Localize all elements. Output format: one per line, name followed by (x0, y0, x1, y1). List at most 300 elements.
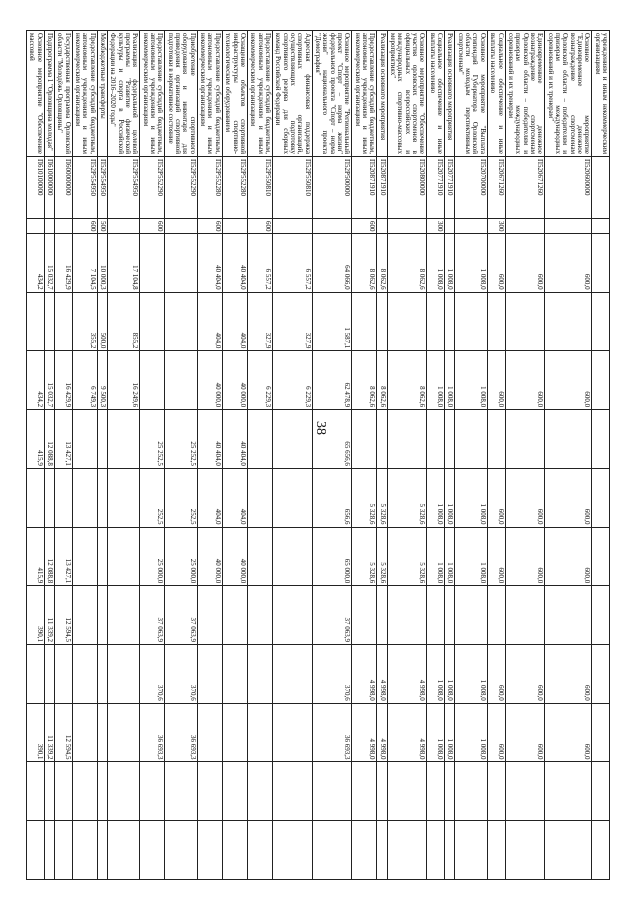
row-value-cell (222, 586, 247, 645)
table-row (387, 31, 427, 880)
table-row (140, 31, 165, 880)
row-value-cell (222, 645, 247, 704)
row-value-cell (505, 292, 545, 351)
row-code-cell (592, 157, 610, 219)
row-value-cell (54, 821, 72, 880)
row-value-cell: 40 000,0 (197, 527, 222, 586)
row-value-cell: 12 088,8 (44, 527, 54, 586)
row-value-cell (545, 292, 592, 351)
row-value-cell (592, 292, 610, 351)
row-value-cell (272, 762, 312, 821)
row-value-cell (54, 762, 72, 821)
row-name-cell: Предоставление субсидий бюджетным, автономным учреждениям и иным некоммерческим организациям (247, 31, 272, 157)
row-value-cell (427, 410, 445, 469)
row-value-cell: 370,6 (140, 645, 165, 704)
row-value-cell (592, 351, 610, 410)
row-value-cell: 855,2 (108, 292, 140, 351)
row-value-cell (247, 468, 272, 527)
row-name-cell: Основное мероприятие "Выплата стипендий Губернатора Орловской области молодым перспективным спортсменам" (455, 31, 487, 157)
row-name-cell: Социальное обеспечение и иные выплаты населению (427, 31, 445, 157)
row-value-cell (272, 703, 312, 762)
row-value-cell (352, 762, 377, 821)
row-value-cell (352, 292, 377, 351)
row-value-cell: 600,0 (487, 645, 505, 704)
row-value-cell (545, 586, 592, 645)
row-value-cell (54, 292, 72, 351)
row-value-cell: 8 062,6 (377, 351, 387, 410)
row-name-cell: Реализация основного мероприятия (377, 31, 387, 157)
row-vr-cell: 300 (487, 218, 505, 233)
row-value-cell (592, 821, 610, 880)
row-value-cell (108, 410, 140, 469)
row-value-cell (592, 586, 610, 645)
row-name-cell: Государственная программа Орловской области "Молодёжь Орловщины" (54, 31, 72, 157)
row-value-cell (140, 762, 165, 821)
row-vr-cell: 600 (72, 218, 97, 233)
row-value-cell (592, 410, 610, 469)
row-value-cell: 1 008,0 (455, 645, 487, 704)
row-value-cell: 40 404,0 (222, 410, 247, 469)
row-value-cell: 5 328,6 (352, 527, 377, 586)
row-value-cell (97, 645, 107, 704)
row-value-cell: 656,6 (312, 468, 352, 527)
row-value-cell: 6 229,3 (247, 351, 272, 410)
row-value-cell: 36 693,3 (165, 703, 197, 762)
row-value-cell: 37 063,9 (165, 586, 197, 645)
table-row (592, 31, 610, 880)
row-value-cell: 600,0 (487, 703, 505, 762)
row-name-cell: Межбюджетные трансферты (97, 31, 107, 157)
row-value-cell: 1 008,0 (427, 351, 445, 410)
row-value-cell: 36 693,3 (312, 703, 352, 762)
row-value-cell (387, 292, 427, 351)
rotated-table-container (30, 30, 610, 880)
row-value-cell: 600,0 (545, 703, 592, 762)
row-value-cell: 9 500,3 (97, 351, 107, 410)
row-value-cell (455, 410, 487, 469)
row-vr-cell (592, 218, 610, 233)
row-value-cell: 25 000,0 (140, 527, 165, 586)
row-value-cell: 25 252,5 (165, 410, 197, 469)
budget-table (26, 30, 610, 880)
row-value-cell: 4 998,0 (377, 645, 387, 704)
row-value-cell: 252,5 (140, 468, 165, 527)
row-value-cell: 37 063,9 (312, 586, 352, 645)
row-value-cell (487, 762, 505, 821)
row-code-cell: П520600000 (545, 157, 592, 219)
row-value-cell: 5 328,6 (387, 527, 427, 586)
row-name-cell: Реализация федеральной целевой программы "Развитие физической культуры и спорта в Российской Федерации на 2016–2020 годы" (108, 31, 140, 157)
table-row (222, 31, 247, 880)
row-value-cell (592, 233, 610, 292)
row-value-cell (165, 292, 197, 351)
row-value-cell: 390,1 (26, 586, 44, 645)
row-value-cell: 600,0 (505, 233, 545, 292)
row-code-cell: П520771910 (445, 157, 455, 219)
row-vr-cell (108, 218, 140, 233)
row-value-cell: 13 427,1 (54, 410, 72, 469)
row-value-cell: 600,0 (487, 233, 505, 292)
row-value-cell: 6 229,3 (272, 351, 312, 410)
row-value-cell: 16 429,9 (54, 233, 72, 292)
row-value-cell: 1 008,0 (427, 645, 445, 704)
row-value-cell (222, 762, 247, 821)
row-value-cell: 370,6 (312, 645, 352, 704)
page-number: 38 (313, 421, 328, 435)
row-value-cell (387, 762, 427, 821)
row-value-cell (97, 762, 107, 821)
row-vr-cell: 500 (97, 218, 107, 233)
row-value-cell: 8 062,6 (377, 233, 387, 292)
row-value-cell (165, 233, 197, 292)
row-name-cell: Социальное обеспечение и иные выплаты населению (487, 31, 505, 157)
row-value-cell (592, 468, 610, 527)
row-value-cell (44, 292, 54, 351)
row-value-cell (108, 586, 140, 645)
table-row (108, 31, 140, 880)
row-value-cell (108, 527, 140, 586)
row-value-cell: 15 032,7 (44, 233, 54, 292)
row-value-cell: 12 594,5 (54, 586, 72, 645)
row-value-cell: 415,9 (26, 527, 44, 586)
row-value-cell (487, 410, 505, 469)
row-value-cell (72, 586, 97, 645)
row-value-cell (377, 292, 387, 351)
row-code-cell: П520671260 (505, 157, 545, 219)
row-value-cell: 327,9 (247, 292, 272, 351)
row-name-cell: Подпрограмма 1 "Орловщина молодая" (44, 31, 54, 157)
row-value-cell: 40 000,0 (222, 527, 247, 586)
row-value-cell (247, 762, 272, 821)
row-value-cell (377, 762, 387, 821)
row-value-cell (26, 292, 44, 351)
row-value-cell: 40 404,0 (197, 233, 222, 292)
row-vr-cell (272, 218, 312, 233)
row-name-cell: Основное мероприятие "Обеспечение участия орловских спортсменов в официальных всероссийских и международных спортивно-массовых мероприятиях" (387, 31, 427, 157)
row-value-cell: 4 998,0 (352, 703, 377, 762)
table-row (26, 31, 44, 880)
row-value-cell: 6 557,2 (247, 233, 272, 292)
row-code-cell: П520671260 (487, 157, 505, 219)
row-value-cell (545, 410, 592, 469)
row-vr-cell (26, 218, 44, 233)
row-value-cell: 600,0 (545, 468, 592, 527)
row-value-cell (272, 586, 312, 645)
row-value-cell (44, 821, 54, 880)
row-code-cell: П520800000 (387, 157, 427, 219)
row-value-cell (108, 468, 140, 527)
row-vr-cell: 600 (247, 218, 272, 233)
row-value-cell: 500,0 (97, 292, 107, 351)
row-value-cell: 600,0 (505, 703, 545, 762)
row-value-cell (387, 586, 427, 645)
row-value-cell: 1 008,0 (455, 468, 487, 527)
row-value-cell (97, 410, 107, 469)
row-value-cell (592, 645, 610, 704)
row-value-cell: 1 008,0 (455, 527, 487, 586)
row-value-cell: 1 008,0 (445, 645, 455, 704)
table-row (455, 31, 487, 880)
row-value-cell (222, 703, 247, 762)
row-value-cell: 7 104,5 (72, 233, 97, 292)
row-value-cell: 600,0 (545, 233, 592, 292)
row-value-cell: 62 478,9 (312, 351, 352, 410)
row-name-cell: Адресная финансовая поддержка спортивных организаций, осуществляющих подготовку спортивного резерва для сборных команд Российской Федерации (272, 31, 312, 157)
row-code-cell: П52Р554950 (72, 157, 97, 219)
row-value-cell: 1 008,0 (427, 527, 445, 586)
row-vr-cell (44, 218, 54, 233)
row-value-cell: 5 328,6 (387, 468, 427, 527)
row-value-cell (165, 762, 197, 821)
row-value-cell (97, 703, 107, 762)
row-value-cell: 1 008,0 (427, 703, 445, 762)
row-value-cell: 12 088,8 (44, 410, 54, 469)
row-vr-cell (312, 218, 352, 233)
row-value-cell: 40 000,0 (222, 351, 247, 410)
row-value-cell (427, 762, 445, 821)
table-row (97, 31, 107, 880)
row-value-cell (108, 762, 140, 821)
row-value-cell (352, 410, 377, 469)
table-row (72, 31, 97, 880)
row-value-cell: 600,0 (545, 645, 592, 704)
table-body (26, 31, 609, 880)
row-value-cell: 8 062,6 (352, 233, 377, 292)
row-code-cell: П52Р552290 (165, 157, 197, 219)
row-value-cell (445, 292, 455, 351)
row-code-cell: П52Р554950 (97, 157, 107, 219)
row-value-cell: 600,0 (505, 468, 545, 527)
row-value-cell: 1 008,0 (445, 233, 455, 292)
row-code-cell: П520871910 (352, 157, 377, 219)
row-value-cell (272, 468, 312, 527)
row-value-cell: 1 008,0 (445, 468, 455, 527)
row-vr-cell (445, 218, 455, 233)
row-value-cell (247, 410, 272, 469)
row-value-cell (247, 586, 272, 645)
row-value-cell (197, 821, 222, 880)
row-value-cell: 15 032,7 (44, 351, 54, 410)
row-value-cell: 65 000,0 (312, 527, 352, 586)
row-value-cell (312, 821, 352, 880)
row-value-cell: 434,2 (26, 351, 44, 410)
row-vr-cell: 600 (352, 218, 377, 233)
row-value-cell (455, 586, 487, 645)
row-value-cell (377, 821, 387, 880)
row-value-cell (487, 292, 505, 351)
row-value-cell: 17 104,8 (108, 233, 140, 292)
row-value-cell: 5 328,6 (377, 468, 387, 527)
row-code-cell: П520871910 (377, 157, 387, 219)
row-value-cell: 1 008,0 (455, 233, 487, 292)
row-code-cell: П610000000 (44, 157, 54, 219)
row-name-cell: учреждениям и иным некоммерческим организациям (592, 31, 610, 157)
row-value-cell (545, 762, 592, 821)
row-value-cell: 1 008,0 (445, 351, 455, 410)
row-value-cell: 6 749,3 (72, 351, 97, 410)
row-name-cell: Основное мероприятие "Региональный проект "Спорт – норма жизни" федерального проекта "Спорт – норма жизни" национального проекта "Демография" (312, 31, 352, 157)
row-value-cell: 4 998,0 (387, 703, 427, 762)
table-row (445, 31, 455, 880)
row-vr-cell (377, 218, 387, 233)
row-value-cell (505, 821, 545, 880)
row-value-cell (455, 292, 487, 351)
row-value-cell: 4 998,0 (387, 645, 427, 704)
row-value-cell (44, 468, 54, 527)
row-value-cell (97, 821, 107, 880)
row-value-cell: 600,0 (487, 351, 505, 410)
row-value-cell (427, 292, 445, 351)
row-value-cell (247, 645, 272, 704)
table-row (377, 31, 387, 880)
row-value-cell (108, 703, 140, 762)
row-value-cell: 1 008,0 (445, 703, 455, 762)
row-value-cell: 355,2 (72, 292, 97, 351)
table-row (487, 31, 505, 880)
row-value-cell (427, 586, 445, 645)
row-value-cell (26, 762, 44, 821)
table-row (505, 31, 545, 880)
row-name-cell: Реализация основного мероприятия (445, 31, 455, 157)
row-value-cell (352, 821, 377, 880)
row-value-cell: 11 339,2 (44, 586, 54, 645)
row-vr-cell (387, 218, 427, 233)
row-value-cell (247, 527, 272, 586)
row-vr-cell (165, 218, 197, 233)
row-vr-cell (545, 218, 592, 233)
row-value-cell (140, 821, 165, 880)
row-value-cell: 600,0 (505, 527, 545, 586)
row-value-cell: 404,0 (222, 468, 247, 527)
row-code-cell: П610100000 (26, 157, 44, 219)
row-value-cell: 1 008,0 (445, 527, 455, 586)
row-value-cell (54, 468, 72, 527)
row-value-cell (140, 351, 165, 410)
row-value-cell: 1 587,1 (312, 292, 352, 351)
row-value-cell (387, 410, 427, 469)
row-value-cell (44, 645, 54, 704)
row-value-cell: 13 427,1 (54, 527, 72, 586)
row-code-cell: П52Р552280 (197, 157, 222, 219)
row-name-cell: Предоставление субсидий бюджетным, автономным учреждениям и иным некоммерческим организациям (140, 31, 165, 157)
row-value-cell (72, 762, 97, 821)
row-value-cell: 25 252,5 (140, 410, 165, 469)
row-value-cell: 10 000,3 (97, 233, 107, 292)
row-value-cell: 8 062,6 (387, 233, 427, 292)
row-value-cell (197, 645, 222, 704)
row-value-cell: 64 066,0 (312, 233, 352, 292)
row-value-cell: 390,1 (26, 703, 44, 762)
row-value-cell (197, 762, 222, 821)
row-value-cell: 1 008,0 (455, 351, 487, 410)
row-value-cell (445, 762, 455, 821)
row-value-cell: 37 063,9 (140, 586, 165, 645)
row-vr-cell (222, 218, 247, 233)
row-value-cell (197, 586, 222, 645)
row-value-cell (165, 351, 197, 410)
row-name-cell: Основное мероприятие "Единовременное денежное вознаграждение спортсменам Орловской области – победителям и призерам международных соревнований и их тренерам" (545, 31, 592, 157)
table-row (54, 31, 72, 880)
row-value-cell: 40 404,0 (197, 410, 222, 469)
row-value-cell (26, 468, 44, 527)
row-value-cell (72, 645, 97, 704)
row-value-cell (455, 821, 487, 880)
row-value-cell: 65 656,6 (312, 410, 352, 469)
row-value-cell (505, 410, 545, 469)
row-value-cell: 600,0 (505, 645, 545, 704)
row-value-cell (505, 586, 545, 645)
row-value-cell (72, 410, 97, 469)
row-code-cell: П520700000 (455, 157, 487, 219)
row-vr-cell: 300 (427, 218, 445, 233)
row-value-cell (445, 586, 455, 645)
row-value-cell: 11 339,2 (44, 703, 54, 762)
row-value-cell: 252,5 (165, 468, 197, 527)
row-value-cell: 4 998,0 (352, 645, 377, 704)
row-value-cell (26, 645, 44, 704)
row-value-cell (54, 645, 72, 704)
row-value-cell (72, 468, 97, 527)
row-code-cell: П52Р550810 (247, 157, 272, 219)
row-value-cell (352, 586, 377, 645)
row-value-cell (445, 410, 455, 469)
row-code-cell: П600000000 (54, 157, 72, 219)
row-value-cell: 1 008,0 (427, 468, 445, 527)
row-value-cell: 327,9 (272, 292, 312, 351)
row-value-cell (505, 762, 545, 821)
row-value-cell (272, 821, 312, 880)
row-value-cell: 600,0 (487, 468, 505, 527)
row-vr-cell: 600 (140, 218, 165, 233)
row-value-cell: 40 404,0 (222, 233, 247, 292)
row-name-cell: Оснащение объектов спортивной инфраструктуры спортивно-технологическим оборудованием (222, 31, 247, 157)
row-value-cell: 16 429,9 (54, 351, 72, 410)
row-value-cell (592, 703, 610, 762)
row-vr-cell (505, 218, 545, 233)
row-value-cell (140, 292, 165, 351)
row-value-cell: 600,0 (505, 351, 545, 410)
row-name-cell: Предоставление субсидий бюджетным, автономным учреждениям и иным некоммерческим организациям (72, 31, 97, 157)
row-code-cell: П52Р552290 (140, 157, 165, 219)
row-value-cell (487, 586, 505, 645)
document-table-area (30, 30, 610, 880)
table-row (272, 31, 312, 880)
table-row (247, 31, 272, 880)
row-value-cell: 40 000,0 (197, 351, 222, 410)
row-value-cell (312, 762, 352, 821)
row-value-cell: 600,0 (545, 527, 592, 586)
row-value-cell (272, 527, 312, 586)
row-value-cell (377, 586, 387, 645)
row-name-cell: Основное мероприятие "Обеспечение массовой (26, 31, 44, 157)
row-code-cell: П52Р552280 (222, 157, 247, 219)
row-value-cell (44, 762, 54, 821)
row-value-cell: 5 328,6 (377, 527, 387, 586)
row-value-cell (72, 527, 97, 586)
table-row (312, 31, 352, 880)
row-value-cell (108, 821, 140, 880)
row-value-cell (97, 527, 107, 586)
row-value-cell: 1 008,0 (455, 703, 487, 762)
row-value-cell (197, 703, 222, 762)
row-vr-cell: 600 (197, 218, 222, 233)
row-value-cell: 4 998,0 (377, 703, 387, 762)
row-value-cell: 600,0 (545, 351, 592, 410)
row-value-cell: 25 000,0 (165, 527, 197, 586)
row-value-cell: 16 249,6 (108, 351, 140, 410)
row-value-cell: 8 062,6 (387, 351, 427, 410)
row-value-cell (387, 821, 427, 880)
